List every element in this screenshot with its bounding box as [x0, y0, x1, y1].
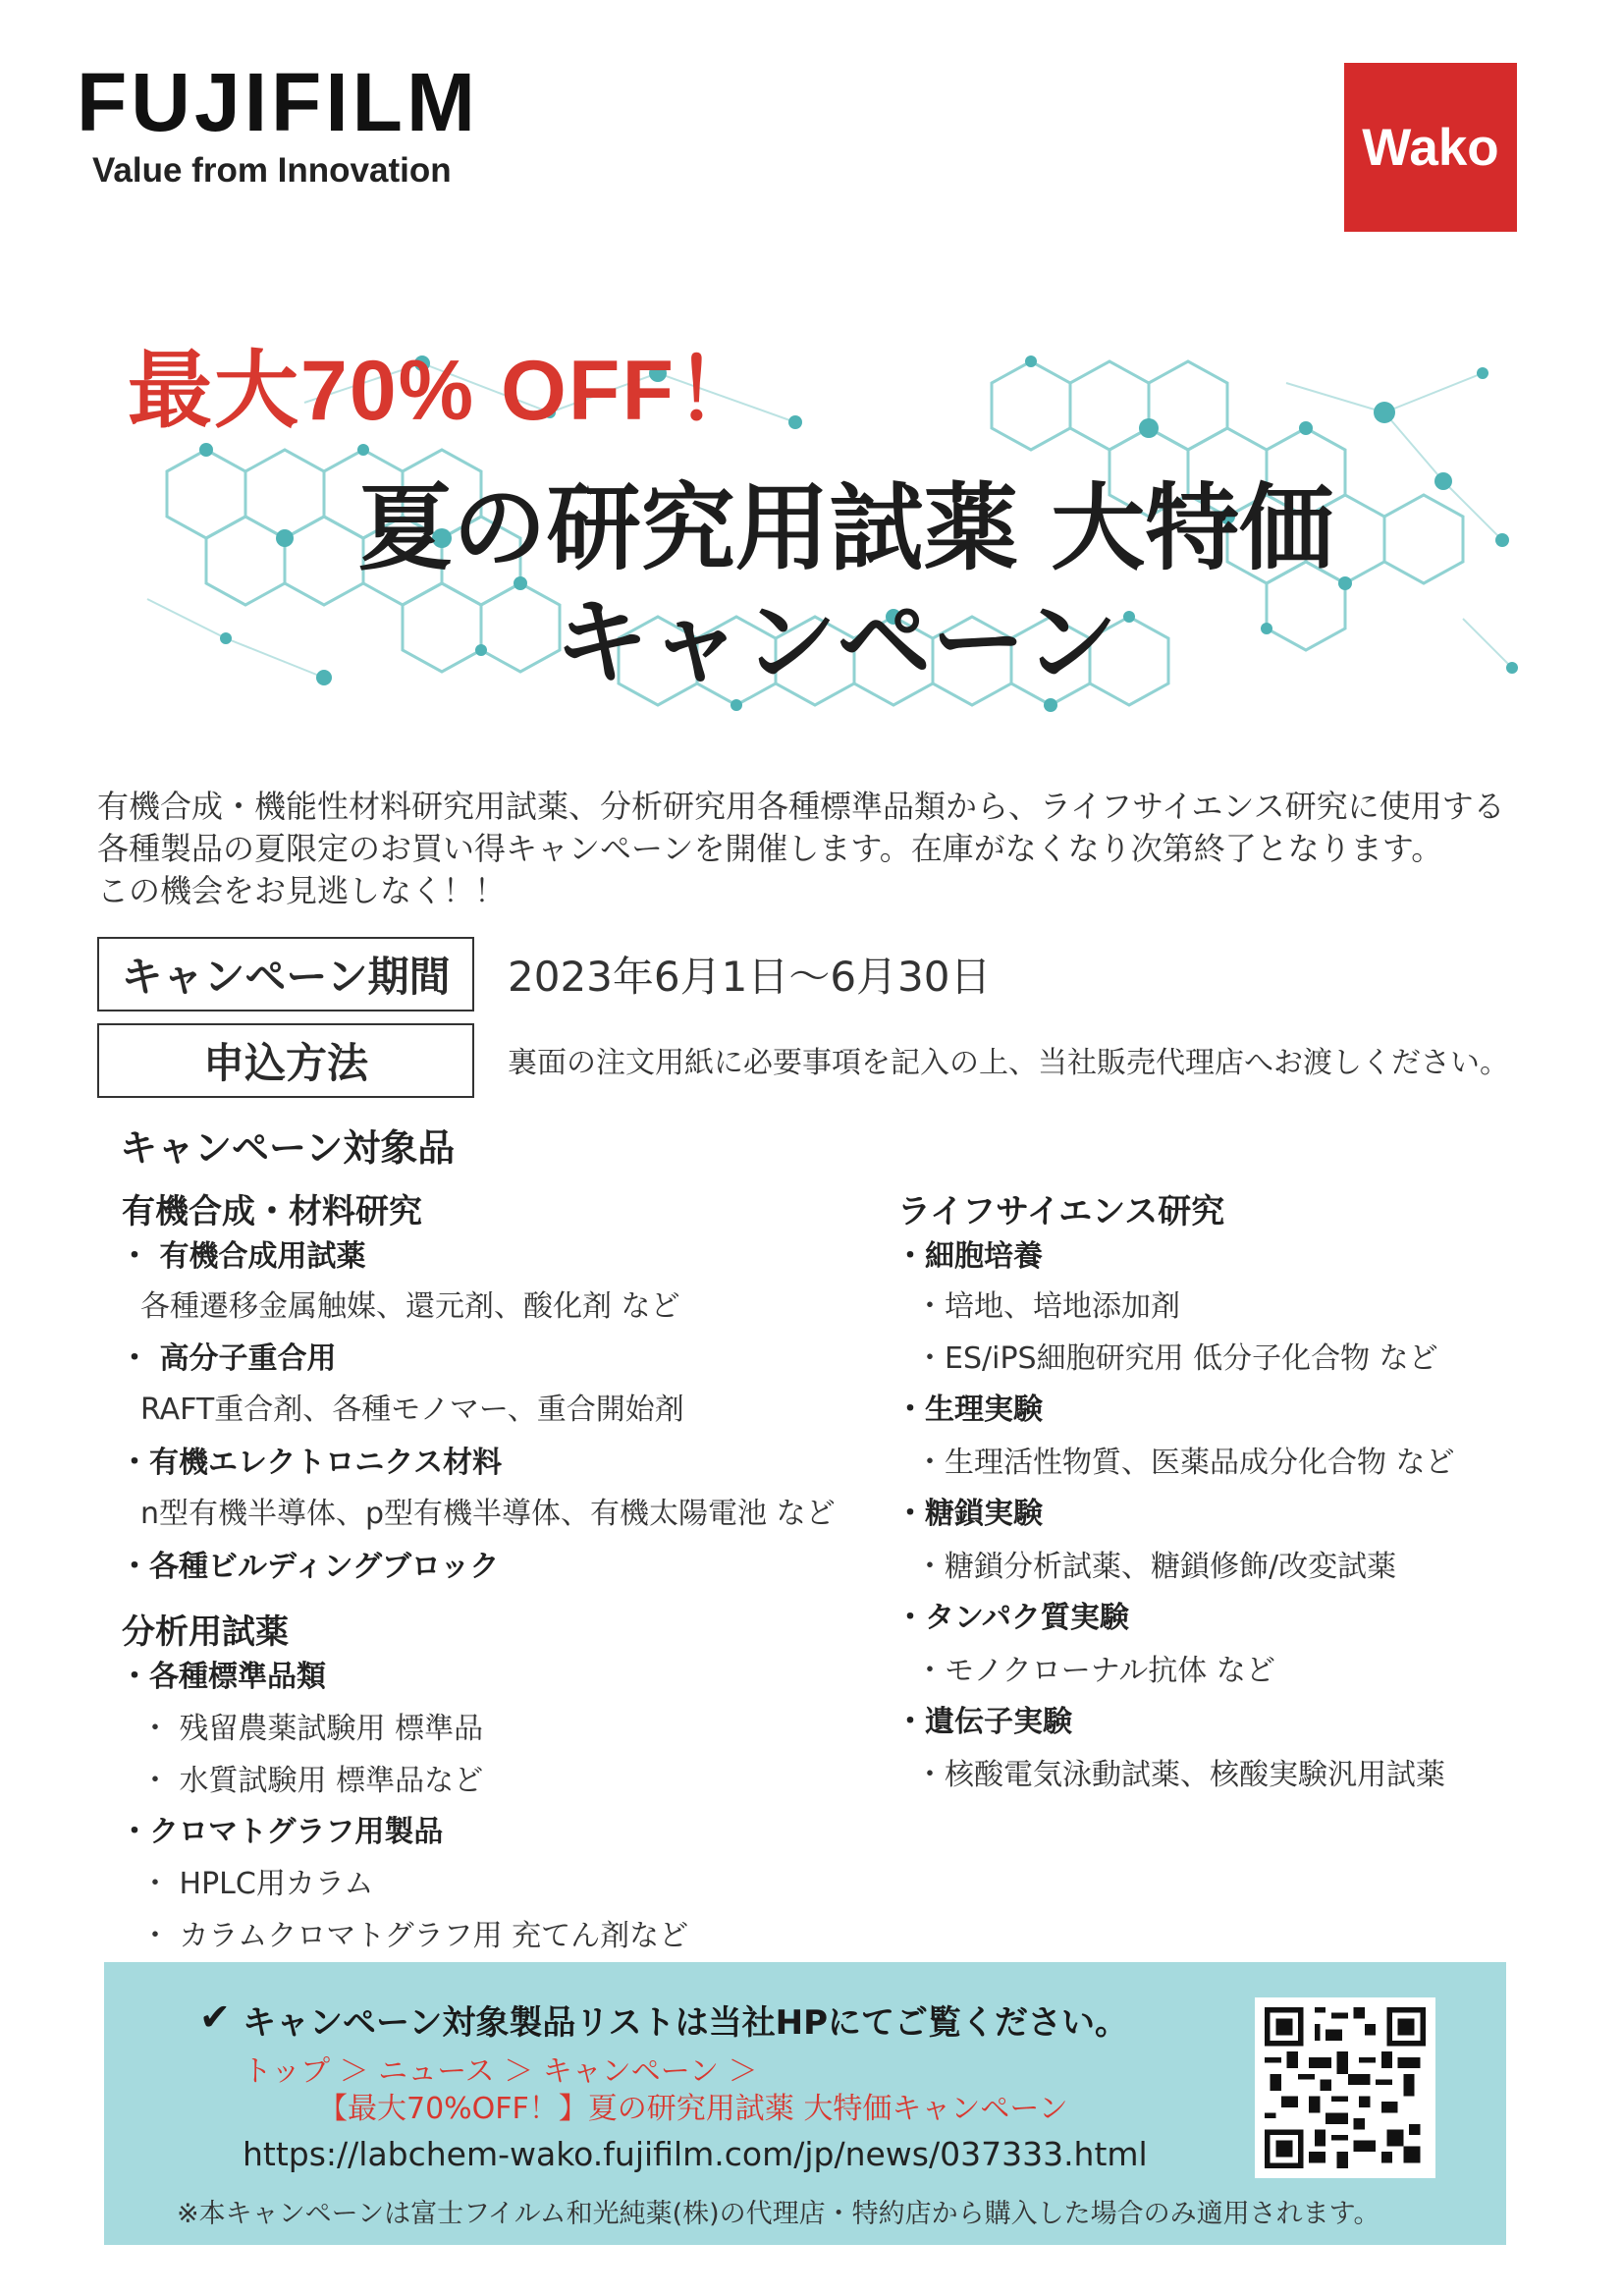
brand-wordmark: FUJIFILM: [77, 56, 479, 148]
campaign-page-link[interactable]: 【最大70%OFF！】夏の研究用試薬 大特価キャンペーン: [318, 2092, 1068, 2126]
product-item: ・糖鎖分析試薬、糖鎖修飾/改変試薬: [915, 1550, 1397, 1584]
intro-line: 有機合成・機能性材料研究用試薬、分析研究用各種標準品類から、ライフサイエンス研究に使用する: [97, 788, 1505, 825]
campaign-period-value: 2023年6月1日～6月30日: [508, 953, 992, 1001]
fujifilm-logo: [77, 56, 479, 191]
campaign-title-line1: 夏の研究用試薬 大特価: [357, 473, 1334, 583]
subcategory: ・各種標準品類: [120, 1660, 326, 1694]
subcategory: ・生理実験: [895, 1393, 1043, 1427]
disclaimer-text: ※本キャンペーンは富士フイルム和光純薬(株)の代理店・特約店から購入した場合のみ適用されます。: [177, 2199, 1380, 2229]
product-item: ・ES/iPS細胞研究用 低分子化合物 など: [915, 1341, 1438, 1376]
campaign-period-label: キャンペーン期間: [97, 937, 474, 1011]
product-item: 各種遷移金属触媒、還元剤、酸化剤 など: [140, 1289, 680, 1324]
product-item: ・ HPLC用カラム: [140, 1867, 374, 1901]
product-list-note: キャンペーン対象製品リストは当社HPにてご覧ください。: [243, 2003, 1129, 2043]
product-item: ・モノクローナル抗体 など: [915, 1654, 1275, 1688]
subcategory: ・細胞培養: [895, 1239, 1043, 1274]
subcategory: ・ 高分子重合用: [120, 1341, 337, 1376]
product-item: ・ 水質試験用 標準品など: [140, 1764, 484, 1798]
category-lifescience-title: ライフサイエンス研究: [897, 1192, 1225, 1231]
product-item: n型有機半導体、p型有機半導体、有機太陽電池 など: [140, 1497, 836, 1531]
check-icon: ✔: [199, 1995, 231, 2039]
intro-paragraph: [97, 786, 1550, 912]
category-analytical-title: 分析用試薬: [122, 1613, 289, 1652]
qr-code-graphic: [1265, 2007, 1426, 2168]
subcategory: ・糖鎖実験: [895, 1497, 1043, 1531]
product-item: RAFT重合剤、各種モノマー、重合開始剤: [140, 1393, 684, 1427]
brand-tagline: Value from Innovation: [92, 151, 452, 190]
product-item: ・核酸電気泳動試薬、核酸実験汎用試薬: [915, 1758, 1445, 1792]
site-breadcrumb-link[interactable]: トップ ＞ ニュース ＞ キャンペーン ＞: [243, 2054, 758, 2089]
subcategory: ・ 有機合成用試薬: [120, 1239, 366, 1274]
product-item: ・ 残留農薬試験用 標準品: [140, 1712, 484, 1746]
product-item: ・培地、培地添加剤: [915, 1289, 1180, 1324]
qr-code[interactable]: [1255, 1997, 1435, 2178]
subcategory: ・各種ビルディングブロック: [120, 1550, 500, 1584]
campaign-url[interactable]: https://labchem-wako.fujifilm.com/jp/news/037333.html: [243, 2135, 1148, 2173]
product-item: ・ カラムクロマトグラフ用 充てん剤など: [140, 1919, 689, 1953]
category-organic-title: 有機合成・材料研究: [122, 1192, 422, 1231]
product-item: ・生理活性物質、医薬品成分化合物 など: [915, 1446, 1455, 1480]
application-method-label: 申込方法: [97, 1023, 474, 1098]
subcategory: ・遺伝子実験: [895, 1705, 1072, 1739]
campaign-title-line2: キャンペーン: [554, 587, 1118, 697]
application-method-value: 裏面の注文用紙に必要事項を記入の上、当社販売代理店へお渡しください。: [508, 1046, 1509, 1080]
subcategory: ・クロマトグラフ用製品: [120, 1815, 444, 1849]
discount-headline: 最大70% OFF！: [128, 344, 762, 438]
wako-logo: Wako: [1344, 63, 1517, 232]
subcategory: ・有機エレクトロニクス材料: [120, 1446, 503, 1480]
intro-line: 各種製品の夏限定のお買い得キャンペーンを開催します。在庫がなくなり次第終了となります。: [97, 830, 1443, 867]
subcategory: ・タンパク質実験: [895, 1601, 1129, 1635]
intro-line: この機会をお見逃しなく！！: [97, 872, 507, 909]
target-products-heading: キャンペーン対象品: [120, 1126, 456, 1170]
